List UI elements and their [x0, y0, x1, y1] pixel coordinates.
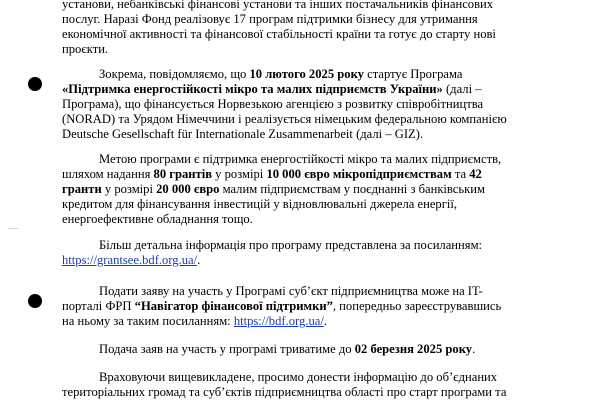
text-line: порталі ФРП “Навігатор фінансової підтримки”, попередньо зареєструвавшись — [62, 299, 502, 313]
paragraph-intro-continuation — [62, 0, 580, 57]
grants-count-micro: 80 грантів — [153, 167, 213, 181]
text-line: Зокрема, повідомляємо, що 10 лютого 2025 року стартує Програма — [99, 67, 463, 81]
text-line: послуг. Наразі Фонд реалізовує 17 програм підтримки бізнесу для утримання — [62, 12, 478, 26]
text-line: https://grantsee.bdf.org.ua/. — [62, 253, 201, 267]
text-line: енергоефективне обладнання тощо. — [62, 212, 253, 226]
text-line: територіальних громад та суб’єктів підприємництва області про старт програми та — [62, 385, 507, 399]
margin-bullet-marker — [28, 294, 42, 308]
paragraph-more-info — [62, 238, 580, 268]
text-line: на ньому за таким посиланням: https://bdf.org.ua/. — [62, 314, 327, 328]
text-line: установи, небанківські фінансові установи та інших постачальників фінансових — [62, 0, 494, 11]
text-line: шляхом надання 80 грантів у розмірі 10 000 євро мікропідприємствам та 42 — [62, 167, 482, 181]
text-line: Deutsche Gesellschaft für Internationale Zusammenarbeit (далі – GIZ). — [62, 127, 424, 141]
paragraph-program-announcement — [62, 67, 580, 142]
text-line: Метою програми є підтримка енергостійкості мікро та малих підприємств, — [99, 152, 502, 166]
paragraph-application — [62, 284, 580, 329]
text-line: Подача заяв на участь у програмі триватиме до 02 березня 2025 року. — [99, 342, 476, 356]
text-line: Подати заяву на участь у Програмі суб’єкт підприємництва може на IT- — [99, 284, 483, 298]
text-line: Програма), що фінансується Норвезькою агенцією з розвитку співробітництва — [62, 97, 484, 111]
margin-bullet-marker — [28, 77, 42, 91]
text-line: Враховуючи вищевикладене, просимо донести інформацію до об’єднаних — [99, 370, 498, 384]
text-line: проєкти. — [62, 42, 109, 56]
text-line: Більш детальна інформація про програму представлена за посиланням: — [99, 238, 483, 252]
start-date: 10 лютого 2025 року — [249, 67, 364, 81]
grant-amount-small: 20 000 євро — [156, 182, 220, 196]
text-line: гранти у розмірі 20 000 євро малим підприємствам у поєднанні з банківським — [62, 182, 485, 196]
paragraph-request — [62, 370, 580, 400]
grants-count-small: 42 — [469, 167, 482, 181]
grant-amount-micro: 10 000 євро мікропідприємствам — [266, 167, 452, 181]
scan-artifact — [8, 228, 18, 229]
text-line: «Підтримка енергостійкості мікро та малих підприємств України» (далі – — [62, 82, 482, 96]
paragraph-program-goal — [62, 152, 580, 227]
portal-name: “Навігатор фінансової підтримки” — [134, 299, 333, 313]
text-line: кредитом для фінансування інвестицій у відновлювальні джерела енергії, — [62, 197, 458, 211]
program-name: «Підтримка енергостійкості мікро та малих підприємств України» — [62, 82, 443, 96]
bdf-portal-link[interactable]: https://bdf.org.ua/ — [233, 314, 324, 328]
text-line: економічної активності та фінансової стабільності країни та готує до старту нові — [62, 27, 496, 41]
text-line: (NORAD) та Урядом Німеччини і реалізується німецьким федеральною компанією — [62, 112, 507, 126]
deadline-date: 02 березня 2025 року — [354, 342, 473, 356]
grantsee-link[interactable]: https://grantsee.bdf.org.ua/ — [62, 253, 198, 267]
paragraph-deadline — [62, 342, 580, 357]
